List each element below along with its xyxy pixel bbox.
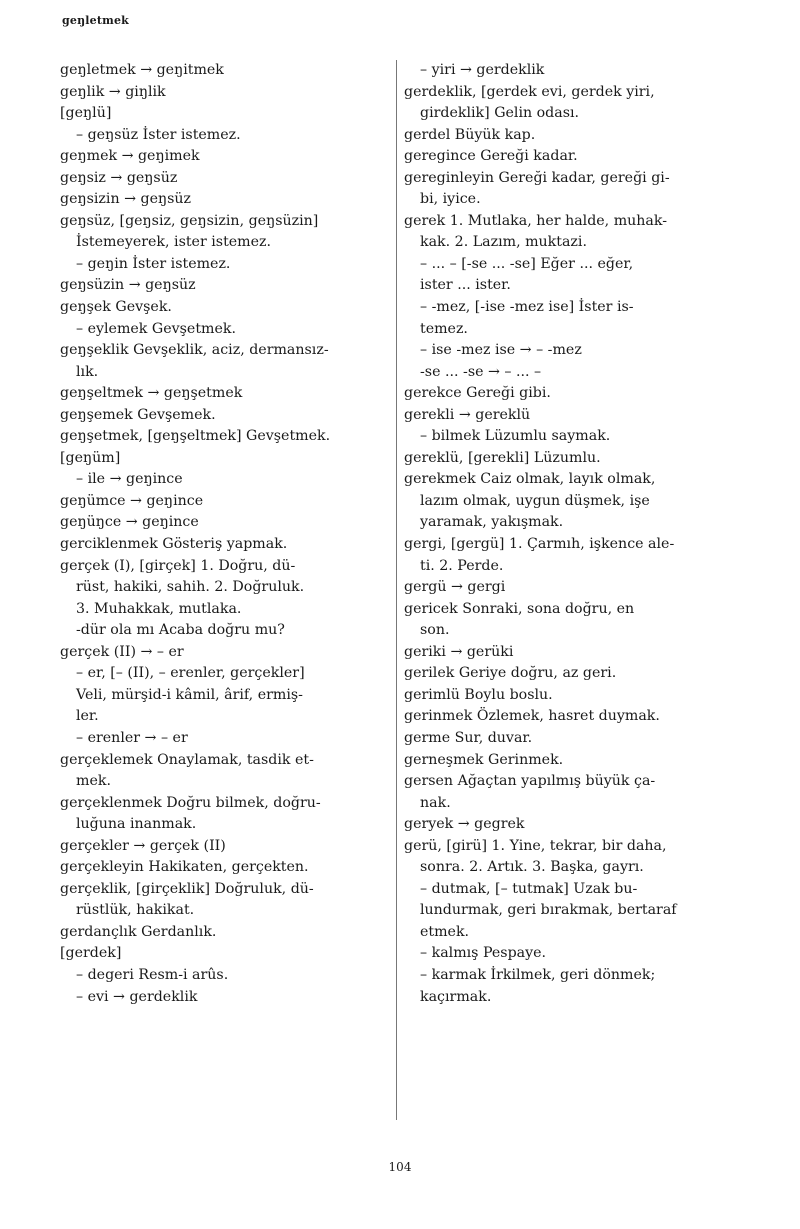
dictionary-line: [gerdek] — [60, 945, 122, 962]
dictionary-line: sonra. 2. Artık. 3. Başka, gayrı. — [420, 859, 644, 876]
dictionary-line: gergü → gergi — [404, 579, 506, 596]
dictionary-line: – karmak İrkilmek, geri dönmek; — [420, 966, 656, 983]
dictionary-line: – bilmek Lüzumlu saymak. — [420, 428, 611, 445]
dictionary-line: lık. — [76, 363, 99, 380]
dictionary-line: gerçekler → gerçek (II) — [60, 837, 226, 854]
dictionary-line: lundurmak, geri bırakmak, bertaraf — [420, 902, 677, 919]
dictionary-line: gergi, [gergü] 1. Çarmıh, işkence ale- — [404, 536, 675, 553]
dictionary-line: gerçek (II) → – er — [60, 643, 184, 660]
dictionary-line: gerekli → gereklü — [404, 406, 531, 423]
dictionary-line: – geŋsüz İster istemez. — [76, 126, 241, 143]
dictionary-line: geregince Gereği kadar. — [404, 148, 578, 165]
dictionary-line: geŋşetmek, [geŋşeltmek] Gevşetmek. — [60, 428, 331, 445]
dictionary-line: gerçeklik, [girçeklik] Doğruluk, dü- — [60, 880, 314, 897]
dictionary-line: -dür ola mı Acaba doğru mu? — [76, 622, 285, 639]
dictionary-line: gerü, [girü] 1. Yine, tekrar, bir daha, — [404, 837, 667, 854]
dictionary-line: rüstlük, hakikat. — [76, 902, 195, 919]
dictionary-line: gersen Ağaçtan yapılmış büyük ça- — [404, 773, 656, 790]
dictionary-line: gerekce Gereği gibi. — [404, 385, 551, 402]
dictionary-line: 3. Muhakkak, mutlaka. — [76, 600, 242, 617]
dictionary-line: gerçeklemek Onaylamak, tasdik et- — [60, 751, 314, 768]
dictionary-line: ler. — [76, 708, 99, 725]
dictionary-line: geŋüŋce → geŋince — [60, 514, 199, 531]
dictionary-line: – erenler → – er — [76, 729, 188, 746]
dictionary-line: etmek. — [420, 923, 470, 940]
dictionary-line: gerçekleyin Hakikaten, gerçekten. — [60, 859, 309, 876]
dictionary-line: – ise -mez ise → – -mez — [420, 342, 582, 359]
dictionary-line: temez. — [420, 320, 468, 337]
dictionary-line: gerçeklenmek Doğru bilmek, doğru- — [60, 794, 321, 811]
dictionary-line: gerciklenmek Gösteriş yapmak. — [60, 536, 288, 553]
dictionary-line: kak. 2. Lazım, muktazi. — [420, 234, 587, 251]
dictionary-line: germe Sur, duvar. — [404, 729, 533, 746]
dictionary-line: gericek Sonraki, sona doğru, en — [404, 600, 635, 617]
dictionary-line: geŋmek → geŋimek — [60, 148, 200, 165]
column-divider — [396, 60, 397, 1120]
dictionary-line: geŋlik → giŋlik — [60, 83, 166, 100]
dictionary-line: – er, [– (II), – erenler, gerçekler] — [76, 665, 305, 682]
dictionary-line: geŋsiz → geŋsüz — [60, 169, 178, 186]
dictionary-line: gerekmek Caiz olmak, layık olmak, — [404, 471, 656, 488]
dictionary-line: – ile → geŋince — [76, 471, 183, 488]
dictionary-line: gerilek Geriye doğru, az geri. — [404, 665, 617, 682]
dictionary-line: gerdançlık Gerdanlık. — [60, 923, 217, 940]
dictionary-line: – dutmak, [– tutmak] Uzak bu- — [420, 880, 638, 897]
dictionary-line: – evi → gerdeklik — [76, 988, 198, 1005]
page-number: 104 — [388, 1160, 412, 1174]
dictionary-line: yaramak, yakışmak. — [420, 514, 564, 531]
right-column — [404, 60, 734, 1008]
running-head: geŋletmek — [62, 14, 130, 27]
dictionary-line: Veli, mürşid-i kâmil, ârif, ermiş- — [76, 686, 303, 703]
dictionary-line: geŋümce → geŋince — [60, 492, 204, 509]
dictionary-line: [geŋüm] — [60, 449, 121, 466]
dictionary-line: kaçırmak. — [420, 988, 492, 1005]
dictionary-line: gereklü, [gerekli] Lüzumlu. — [404, 449, 601, 466]
dictionary-line: gerek 1. Mutlaka, her halde, muhak- — [404, 212, 668, 229]
dictionary-line: rüst, hakiki, sahih. 2. Doğruluk. — [76, 579, 305, 596]
dictionary-line: geŋsizin → geŋsüz — [60, 191, 191, 208]
dictionary-line: – eylemek Gevşetmek. — [76, 320, 236, 337]
dictionary-line: -se ... -se → – ... – — [420, 363, 542, 380]
dictionary-line: – -mez, [-ise -mez ise] İster is- — [420, 299, 634, 316]
dictionary-line: geŋşeltmek → geŋşetmek — [60, 385, 243, 402]
dictionary-line: gerçek (I), [girçek] 1. Doğru, dü- — [60, 557, 296, 574]
dictionary-line: – yiri → gerdeklik — [420, 62, 545, 78]
dictionary-line: – ... – [-se ... -se] Eğer ... eğer, — [420, 255, 634, 272]
dictionary-line: geŋsüzin → geŋsüz — [60, 277, 196, 294]
dictionary-line: İstemeyerek, ister istemez. — [76, 234, 271, 251]
dictionary-line: [geŋlü] — [60, 105, 112, 122]
dictionary-line: geryek → gegrek — [404, 816, 525, 833]
dictionary-line: geriki → gerüki — [404, 643, 514, 660]
dictionary-line: ti. 2. Perde. — [420, 557, 504, 574]
dictionary-line: luğuna inanmak. — [76, 816, 197, 833]
dictionary-line: gerdeklik, [gerdek evi, gerdek yiri, — [404, 83, 655, 100]
dictionary-line: geŋşeklik Gevşeklik, aciz, dermansız- — [60, 342, 329, 359]
dictionary-line: gerimlü Boylu boslu. — [404, 686, 553, 703]
dictionary-line: geŋletmek → geŋitmek — [60, 62, 224, 78]
dictionary-line: geŋsüz, [geŋsiz, geŋsizin, geŋsüzin] — [60, 212, 319, 229]
dictionary-line: mek. — [76, 773, 111, 790]
dictionary-line: gerinmek Özlemek, hasret duymak. — [404, 708, 660, 725]
dictionary-line: bi, iyice. — [420, 191, 481, 208]
dictionary-line: gerdel Büyük kap. — [404, 126, 536, 143]
dictionary-line: – kalmış Pespaye. — [420, 945, 547, 962]
dictionary-line: ister ... ister. — [420, 277, 511, 294]
dictionary-line: geŋşemek Gevşemek. — [60, 406, 216, 423]
dictionary-line: girdeklik] Gelin odası. — [420, 105, 580, 122]
dictionary-line: gereginleyin Gereği kadar, gereği gi- — [404, 169, 670, 186]
dictionary-line: – degeri Resm-i arûs. — [76, 966, 229, 983]
dictionary-line: nak. — [420, 794, 451, 811]
dictionary-line: – geŋin İster istemez. — [76, 255, 231, 272]
dictionary-line: lazım olmak, uygun düşmek, işe — [420, 492, 650, 509]
left-column — [60, 60, 395, 1008]
dictionary-line: gerneşmek Gerinmek. — [404, 751, 564, 768]
dictionary-line: son. — [420, 622, 450, 639]
dictionary-line: geŋşek Gevşek. — [60, 299, 172, 316]
